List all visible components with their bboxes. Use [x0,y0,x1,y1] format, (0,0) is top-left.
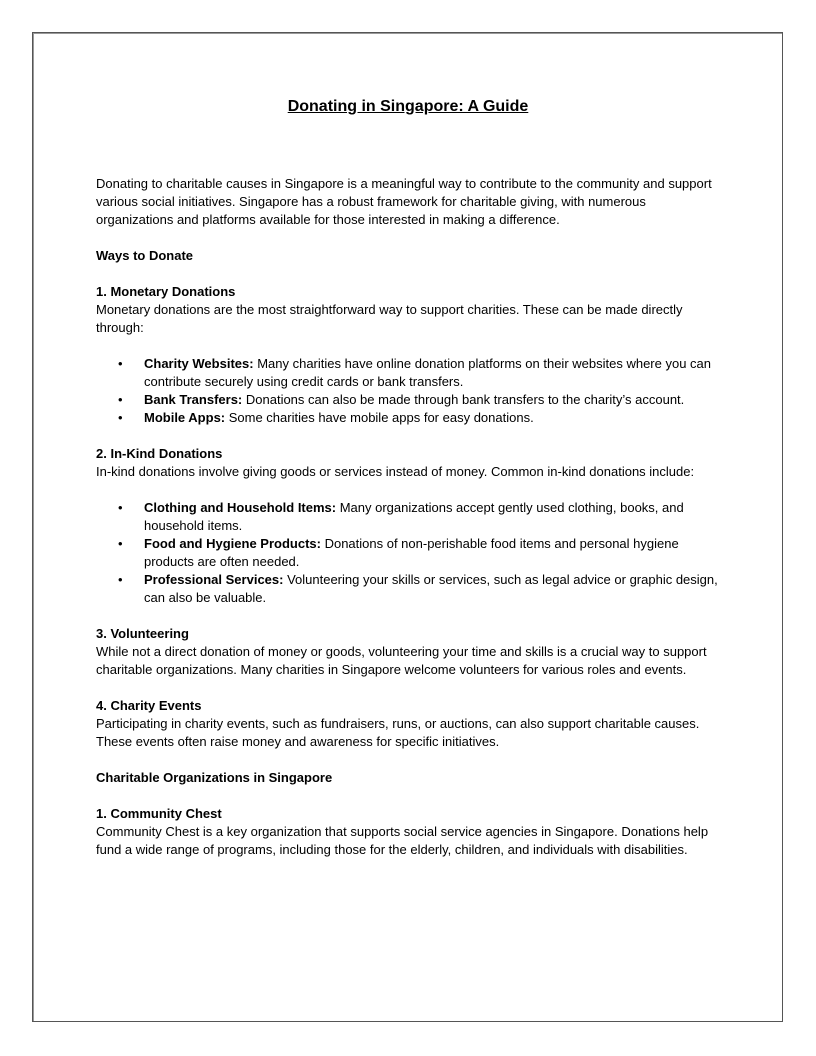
list-item-text: Some charities have mobile apps for easy donations. [225,410,534,425]
community-chest-section [96,805,726,859]
volunteering-body: While not a direct donation of money or goods, volunteering your time and skills is a crucial way to support charitable organizations. Many charities in Singapore welcome volunteers for various roles and events. [96,644,707,677]
community-chest-heading: 1. Community Chest [96,806,222,821]
list-item-label: Professional Services: [144,572,284,587]
intro-paragraph: Donating to charitable causes in Singapore is a meaningful way to contribute to the community and support various social initiatives. Singapore has a robust framework for charitable giving, with numerous organizations and platforms available for those interested in making a difference. [96,176,712,227]
list-item [96,535,726,571]
list-item-label: Food and Hygiene Products: [144,536,321,551]
list-item-text: Donations of non-perishable food items and personal hygiene products are often needed. [144,536,679,569]
list-item-text: Volunteering your skills or services, such as legal advice or graphic design, can also be valuable. [144,572,718,605]
list-item-text: Donations can also be made through bank transfers to the charity’s account. [242,392,685,407]
monetary-body: Monetary donations are the most straightforward way to support charities. These can be made directly through: [96,302,683,335]
volunteering-section [96,625,726,679]
volunteering-heading: 3. Volunteering [96,626,189,641]
events-heading: 4. Charity Events [96,698,202,713]
list-item [96,391,726,409]
events-body: Participating in charity events, such as fundraisers, runs, or auctions, can also support charitable causes. These events often raise money and awareness for specific initiatives. [96,716,700,749]
inkind-section [96,445,726,607]
list-item [96,409,726,427]
organizations-heading: Charitable Organizations in Singapore [96,770,333,785]
ways-to-donate-heading: Ways to Donate [96,248,194,263]
list-item-label: Clothing and Household Items: [144,500,337,515]
monetary-heading: 1. Monetary Donations [96,284,236,299]
monetary-list [96,355,726,427]
inkind-list [96,499,726,607]
list-item [96,571,726,607]
list-item [96,355,726,391]
monetary-section [96,283,726,427]
list-item-label: Mobile Apps: [144,410,226,425]
list-item-label: Charity Websites: [144,356,254,371]
events-section [96,697,726,751]
list-item-text: Many organizations accept gently used clothing, books, and household items. [144,500,684,533]
list-item-text: Many charities have online donation platforms on their websites where you can contribute securely using credit cards or bank transfers. [144,356,711,389]
inkind-body: In-kind donations involve giving goods or services instead of money. Common in-kind donations include: [96,464,695,479]
list-item-label: Bank Transfers: [144,392,243,407]
inkind-heading: 2. In-Kind Donations [96,446,223,461]
community-chest-body: Community Chest is a key organization that supports social service agencies in Singapore. Donations help fund a wide range of programs, including those for the elderly, children, and individuals with disabilities. [96,824,709,857]
list-item [96,499,726,535]
document-body [96,175,726,877]
document-title: Donating in Singapore: A Guide [287,98,529,115]
